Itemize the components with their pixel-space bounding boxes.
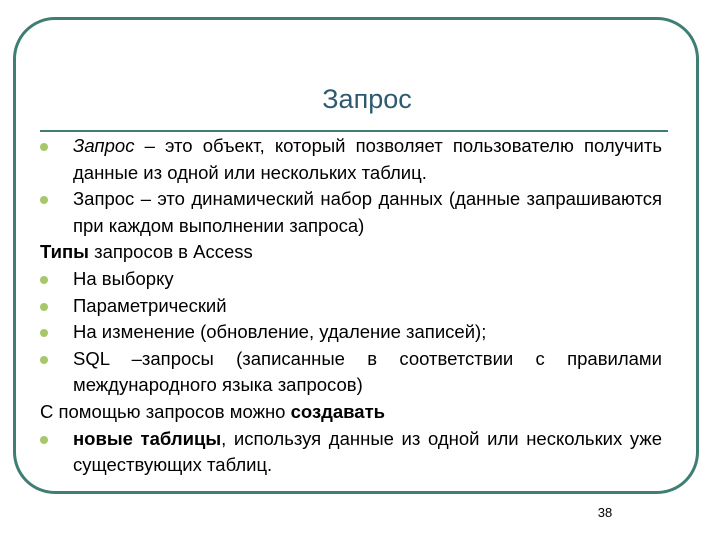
page-number: 38	[597, 505, 613, 520]
bullet-item	[40, 186, 662, 239]
bullet-term: Запрос	[73, 135, 135, 156]
bullet-text	[73, 426, 662, 479]
create-line-text: С помощью запросов можно	[40, 400, 291, 422]
bullet-dot-icon	[40, 196, 48, 204]
list-item	[40, 293, 662, 320]
list-item	[40, 266, 662, 293]
types-heading-rest: запросов в Access	[88, 241, 253, 263]
list-item-text: Параметрический	[73, 294, 227, 316]
list-item-text: На выборку	[73, 267, 174, 289]
slide-title	[0, 84, 720, 115]
bullet-rest: – это объект, который позволяет пользователю получить данные из одной или нескольких таблиц.	[73, 135, 662, 183]
bullet-dot-icon	[40, 329, 48, 337]
bullet-item	[40, 133, 662, 186]
list-item-text: SQL –запросы (записанные в соответствии с правилами международного языка запросов)	[73, 347, 662, 396]
title-underline	[40, 130, 668, 132]
bullet-dot-icon	[40, 436, 48, 444]
slide-title-text: Запрос	[322, 84, 412, 114]
list-item	[40, 346, 662, 399]
bullet-dot-icon	[40, 303, 48, 311]
list-item	[40, 319, 662, 346]
types-heading	[40, 239, 662, 266]
create-line	[40, 399, 662, 426]
create-line-bold: создавать	[290, 400, 386, 422]
types-heading-bold: Типы	[40, 241, 89, 263]
bullet-text: Запрос – это динамический набор данных (данные запрашиваются при каждом выполнении запроса)	[73, 188, 662, 236]
new-tables-rest: , используя данные из одной или нескольких уже существующих таблиц.	[73, 427, 662, 476]
slide-content	[40, 133, 662, 479]
bullet-item	[40, 426, 662, 479]
bullet-dot-icon	[40, 356, 48, 364]
bullet-text	[73, 133, 662, 186]
bullet-dot-icon	[40, 143, 48, 151]
new-tables-bold: новые таблицы	[73, 427, 222, 449]
list-item-text: На изменение (обновление, удаление записей);	[73, 321, 487, 343]
bullet-dot-icon	[40, 276, 48, 284]
